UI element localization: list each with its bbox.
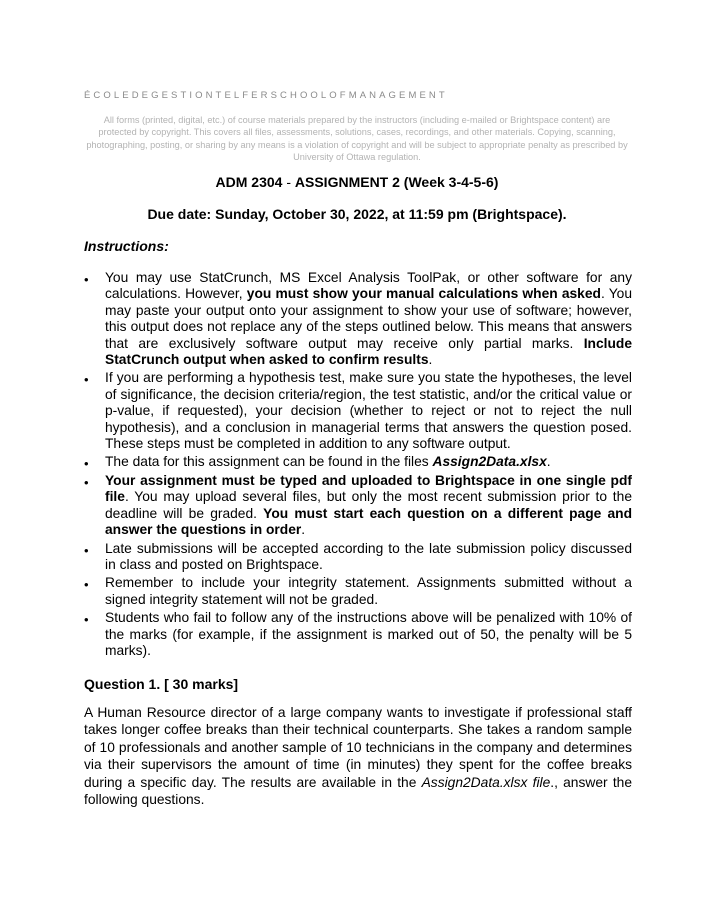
instruction-item-hypothesis: • If you are performing a hypothesis test, make sure you state the hypotheses, the level of significance, the decision criteria/region, the test statistic, and/or the critical value or p-value, if requested), your decision (whether to reject or not to reject the null hypothesis), and a conclusion in managerial terms that answers the question posed. These steps must be completed in addition to any software output. [84, 370, 632, 452]
title-separator: - [282, 174, 295, 190]
school-name-header: ÉCOLEDEGESTIONTELFERSCHOOLOFMANAGEMENT [84, 90, 448, 101]
instruction-emphasis: Include StatCrunch output when asked to confirm results [105, 335, 632, 368]
question-text: ., answer the following questions. [84, 774, 632, 808]
instruction-emphasis: Your assignment must be typed and uploaded to Brightspace in one single pdf file [105, 472, 632, 505]
instruction-text: The data for this assignment can be found in the files [105, 454, 433, 470]
instruction-text: . [301, 522, 306, 538]
instructions-heading: Instructions: [84, 238, 169, 254]
question-file-name: Assign2Data.xlsx file [421, 774, 551, 790]
instruction-text: . [428, 352, 433, 368]
instruction-text: . [546, 454, 551, 470]
data-file-name: Assign2Data.xlsx [432, 454, 547, 470]
instructions-list [84, 270, 632, 661]
question-1-body [84, 704, 632, 808]
copyright-notice: All forms (printed, digital, etc.) of course materials prepared by the instructors (including e-mailed or Brightspace content) are protected by copyright. This covers all files, assessments, solutions, cases, recordings, and other materials. Copying, scanning, photographing, posting, or sharing by any means is a violation of copyright and will be subject to appropriate penalty as prescribed by University of Ottawa regulation. [86, 115, 628, 162]
instruction-item-integrity: • Remember to include your integrity statement. Assignments submitted without a signed integrity statement will not be graded. [84, 575, 632, 608]
due-date: Due date: Sunday, October 30, 2022, at 11:59 pm (Brightspace). [147, 206, 567, 222]
instruction-emphasis: you must show your manual calculations when asked [246, 286, 601, 302]
instruction-item-software [84, 270, 632, 368]
assignment-name: ASSIGNMENT 2 (Week 3-4-5-6) [294, 174, 499, 190]
instruction-text: . You may upload several files, but only the most recent submission prior to the deadline will be graded. [105, 489, 632, 521]
instruction-item-late: • Late submissions will be accepted according to the late submission policy discussed in class and posted on Brightspace. [84, 541, 632, 574]
instruction-item-data-file [84, 454, 632, 470]
assignment-title [0, 174, 714, 190]
question-1-heading: Question 1. [ 30 marks] [84, 676, 239, 692]
course-code: ADM 2304 [215, 174, 283, 190]
instruction-item-upload [84, 473, 632, 539]
instruction-emphasis: You must start each question on a different page and answer the questions in order [105, 505, 633, 538]
question-text: A Human Resource director of a large company wants to investigate if professional staff takes longer coffee breaks than their technical counterparts. She takes a random sample of 10 professionals and another sample of 10 technicians in the company and determines via their supervisors the amount of time (in minutes) they spent for the coffee breaks during a specific day. The results are available in the [84, 705, 632, 790]
instruction-text: . You may paste your output onto your assignment to show your use of software; however, this output does not replace any of the steps outlined below. This means that answers that are exclusively software output may receive only partial marks. [105, 286, 632, 351]
instruction-item-penalty: • Students who fail to follow any of the instructions above will be penalized with 10% of the marks (for example, if the assignment is marked out of 50, the penalty will be 5 marks). [84, 610, 632, 659]
instruction-text: You may use StatCrunch, MS Excel Analysis ToolPak, or other software for any calculations. However, [105, 270, 632, 302]
